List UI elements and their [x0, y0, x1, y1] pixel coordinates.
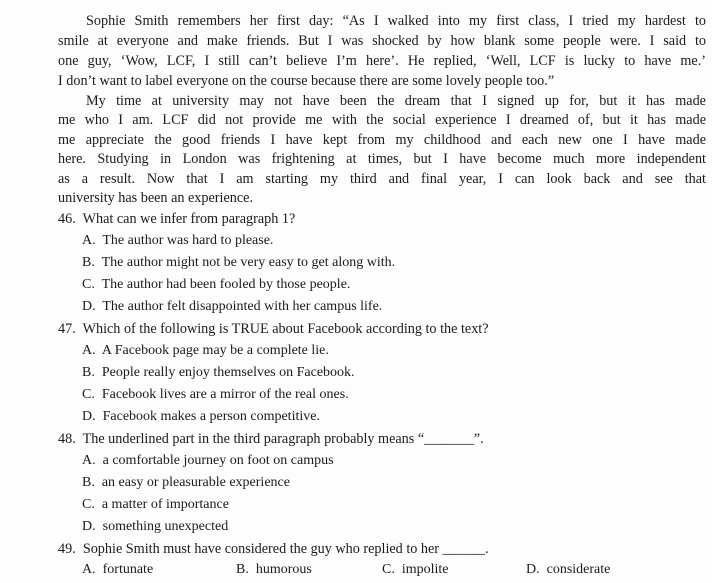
- passage-line: Sophie Smith remembers her first day: “As I walked into my first class, I tried my hardest to: [86, 13, 706, 29]
- option-47-d[interactable]: [82, 408, 320, 426]
- option-letter: A.: [82, 343, 96, 358]
- passage-line: smile at everyone and make friends. But I was shocked by how blank some people were. I said to: [58, 33, 706, 49]
- option-letter: C.: [382, 562, 395, 577]
- option-letter: A.: [82, 562, 96, 577]
- option-text: The author might not be very easy to get along with.: [101, 255, 396, 270]
- option-49-d[interactable]: [526, 561, 610, 579]
- option-letter: B.: [82, 365, 95, 380]
- option-text: impolite: [401, 562, 449, 577]
- option-text: Facebook makes a person competitive.: [102, 409, 320, 424]
- option-letter: B.: [82, 475, 95, 490]
- option-text: a matter of importance: [101, 497, 229, 512]
- option-text: The author had been fooled by those people.: [101, 277, 351, 292]
- question-47: [58, 320, 489, 338]
- passage-line: here. Studying in London was frightening at times, but I have become much more independent: [58, 151, 706, 167]
- option-46-a[interactable]: [82, 232, 273, 250]
- question-48: [58, 430, 484, 448]
- option-49-c[interactable]: [382, 561, 449, 579]
- option-46-c[interactable]: [82, 276, 350, 294]
- option-text: People really enjoy themselves on Facebook.: [101, 365, 355, 380]
- option-49-a[interactable]: [82, 561, 153, 579]
- option-letter: C.: [82, 497, 95, 512]
- option-text: Facebook lives are a mirror of the real ones.: [101, 387, 349, 402]
- option-text: The author felt disappointed with her campus life.: [102, 299, 383, 314]
- question-number: 48.: [58, 431, 76, 447]
- option-48-d[interactable]: [82, 518, 228, 536]
- option-letter: D.: [526, 562, 540, 577]
- passage-line: My time at university may not have been the dream that I signed up for, but it has made: [86, 93, 706, 109]
- option-48-c[interactable]: [82, 496, 229, 514]
- option-letter: B.: [82, 255, 95, 270]
- question-46: [58, 210, 295, 228]
- option-47-b[interactable]: [82, 364, 355, 382]
- question-stem: Sophie Smith must have considered the guy who replied to her ______.: [82, 541, 489, 557]
- option-text: A Facebook page may be a complete lie.: [101, 343, 329, 358]
- option-letter: A.: [82, 233, 96, 248]
- option-letter: D.: [82, 519, 96, 534]
- passage-line: I don’t want to label everyone on the course because there are some lovely people too.”: [58, 73, 555, 89]
- option-letter: D.: [82, 299, 96, 314]
- option-letter: A.: [82, 453, 96, 468]
- option-46-d[interactable]: [82, 298, 382, 316]
- option-text: fortunate: [102, 562, 154, 577]
- question-49: [58, 540, 489, 558]
- passage-line: me appreciate the good friends I have kept from my childhood and each new one I have made: [58, 132, 706, 148]
- question-stem: Which of the following is TRUE about Facebook according to the text?: [82, 321, 489, 337]
- option-text: considerate: [546, 562, 611, 577]
- passage-line: university has been an experience.: [58, 190, 253, 206]
- option-text: a comfortable journey on foot on campus: [102, 453, 334, 468]
- passage-line: one guy, ‘Wow, LCF, I still can’t believe I’m here’. He replied, ‘Well, LCF is lucky to have me.’: [58, 53, 706, 69]
- question-stem: The underlined part in the third paragraph probably means “_______”.: [82, 431, 484, 447]
- option-letter: C.: [82, 277, 95, 292]
- question-number: 47.: [58, 321, 76, 337]
- question-number: 49.: [58, 541, 76, 557]
- option-text: humorous: [255, 562, 312, 577]
- option-47-c[interactable]: [82, 386, 349, 404]
- option-46-b[interactable]: [82, 254, 395, 272]
- passage-line: me who I am. LCF did not provide me with the social experience I dreamed of, but it has made: [58, 112, 706, 128]
- option-text: an easy or pleasurable experience: [101, 475, 290, 490]
- option-text: The author was hard to please.: [102, 233, 274, 248]
- option-48-b[interactable]: [82, 474, 290, 492]
- option-48-a[interactable]: [82, 452, 334, 470]
- option-47-a[interactable]: [82, 342, 329, 360]
- option-letter: D.: [82, 409, 96, 424]
- option-text: something unexpected: [102, 519, 229, 534]
- question-stem: What can we infer from paragraph 1?: [82, 211, 296, 227]
- option-49-b[interactable]: [236, 561, 312, 579]
- option-letter: B.: [236, 562, 249, 577]
- option-letter: C.: [82, 387, 95, 402]
- passage-line: as a result. Now that I am starting my third and final year, I can look back and see that: [58, 171, 706, 187]
- question-number: 46.: [58, 211, 76, 227]
